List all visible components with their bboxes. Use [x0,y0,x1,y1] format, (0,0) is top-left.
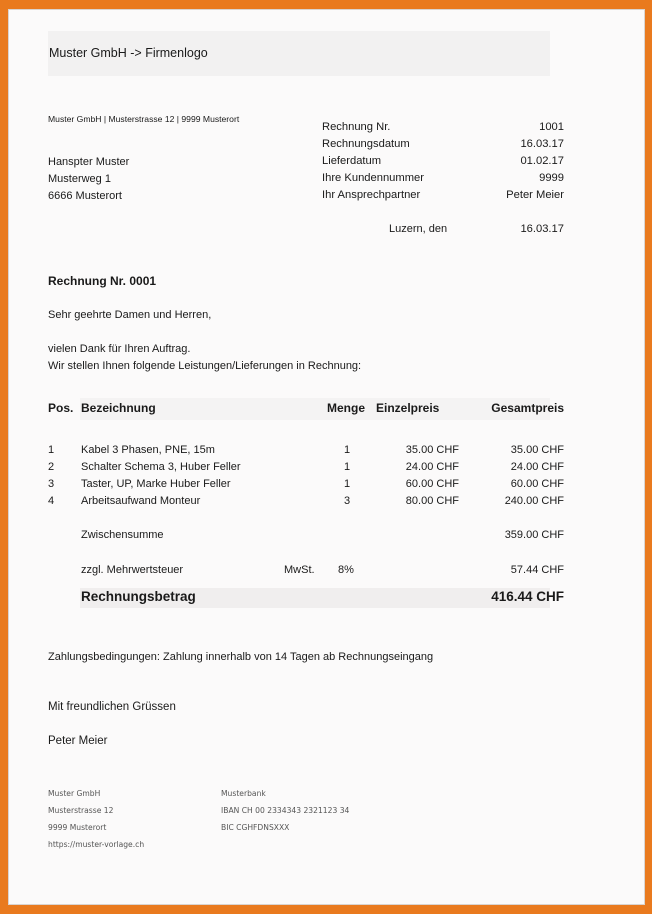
col-header-unit-price: Einzelpreis [376,401,440,415]
row-pos: 1 [48,444,55,456]
row-quantity: 1 [344,444,351,456]
col-header-total-price: Gesamtpreis [491,401,564,415]
row-description: Kabel 3 Phasen, PNE, 15m [81,444,215,456]
vat-value: 57.44 CHF [510,564,564,576]
footer-company: Muster GmbH [48,789,101,798]
row-description: Schalter Schema 3, Huber Feller [81,461,241,473]
subtotal-label: Zwischensumme [81,529,164,541]
footer-street: Musterstrasse 12 [48,806,114,815]
footer-bank: Musterbank [221,789,266,798]
row-description: Arbeitsaufwand Monteur [81,495,201,507]
recipient-city: 6666 Musterort [48,190,122,202]
company-logo-text: Muster GmbH -> Firmenlogo [49,46,208,60]
footer-bic: BIC CGHFDNSXXX [221,823,290,832]
meta-label-customer-number: Ihre Kundennummer [322,172,424,184]
row-quantity: 1 [344,478,351,490]
meta-value-invoice-date: 16.03.17 [520,138,564,150]
signature-name: Peter Meier [48,735,108,747]
col-header-quantity: Menge [327,401,366,415]
col-header-description: Bezeichnung [81,401,156,415]
meta-label-delivery-date: Lieferdatum [322,155,382,167]
place-date-value: 16.03.17 [520,223,564,235]
greeting: Sehr geehrte Damen und Herren, [48,309,212,321]
subtotal-value: 359.00 CHF [504,529,564,541]
meta-value-contact-person: Peter Meier [506,189,564,201]
invoice-title: Rechnung Nr. 0001 [48,274,157,288]
footer-iban: IBAN CH 00 2334343 2321123 34 [221,806,350,815]
place-date-label: Luzern, den [389,223,448,235]
payment-terms: Zahlungsbedingungen: Zahlung innerhalb von 14 Tagen ab Rechnungseingang [48,651,434,663]
row-quantity: 1 [344,461,351,473]
sender-address-line: Muster GmbH | Musterstrasse 12 | 9999 Musterort [48,114,240,124]
row-total-price: 24.00 CHF [510,461,564,473]
intro-line-2: Wir stellen Ihnen folgende Leistungen/Lieferungen in Rechnung: [48,360,362,372]
footer-city: 9999 Musterort [48,823,107,832]
meta-label-invoice-date: Rechnungsdatum [322,138,410,150]
recipient-name: Hanspter Muster [48,156,130,168]
recipient-street: Musterweg 1 [48,173,111,185]
meta-label-contact-person: Ihr Ansprechpartner [322,189,421,201]
intro-line-1: vielen Dank für Ihren Auftrag. [48,343,191,355]
footer-website: https://muster-vorlage.ch [48,840,145,849]
meta-value-invoice-number: 1001 [539,121,564,133]
closing-phrase: Mit freundlichen Grüssen [48,701,176,713]
row-total-price: 60.00 CHF [510,478,564,490]
row-unit-price: 24.00 CHF [405,461,459,473]
row-total-price: 240.00 CHF [504,495,564,507]
grand-total-label: Rechnungsbetrag [81,589,196,604]
row-total-price: 35.00 CHF [510,444,564,456]
vat-tag: MwSt. [284,564,315,576]
row-quantity: 3 [344,495,351,507]
meta-value-delivery-date: 01.02.17 [520,155,564,167]
grand-total-value: 416.44 CHF [491,589,564,604]
row-unit-price: 80.00 CHF [405,495,459,507]
row-description: Taster, UP, Marke Huber Feller [81,478,231,490]
row-pos: 3 [48,478,55,490]
meta-label-invoice-number: Rechnung Nr. [322,121,391,133]
row-unit-price: 35.00 CHF [405,444,459,456]
col-header-pos: Pos. [48,401,74,415]
row-pos: 2 [48,461,55,473]
row-pos: 4 [48,495,55,507]
meta-value-customer-number: 9999 [539,172,564,184]
vat-label: zzgl. Mehrwertsteuer [81,564,184,576]
vat-rate: 8% [338,564,354,576]
row-unit-price: 60.00 CHF [405,478,459,490]
